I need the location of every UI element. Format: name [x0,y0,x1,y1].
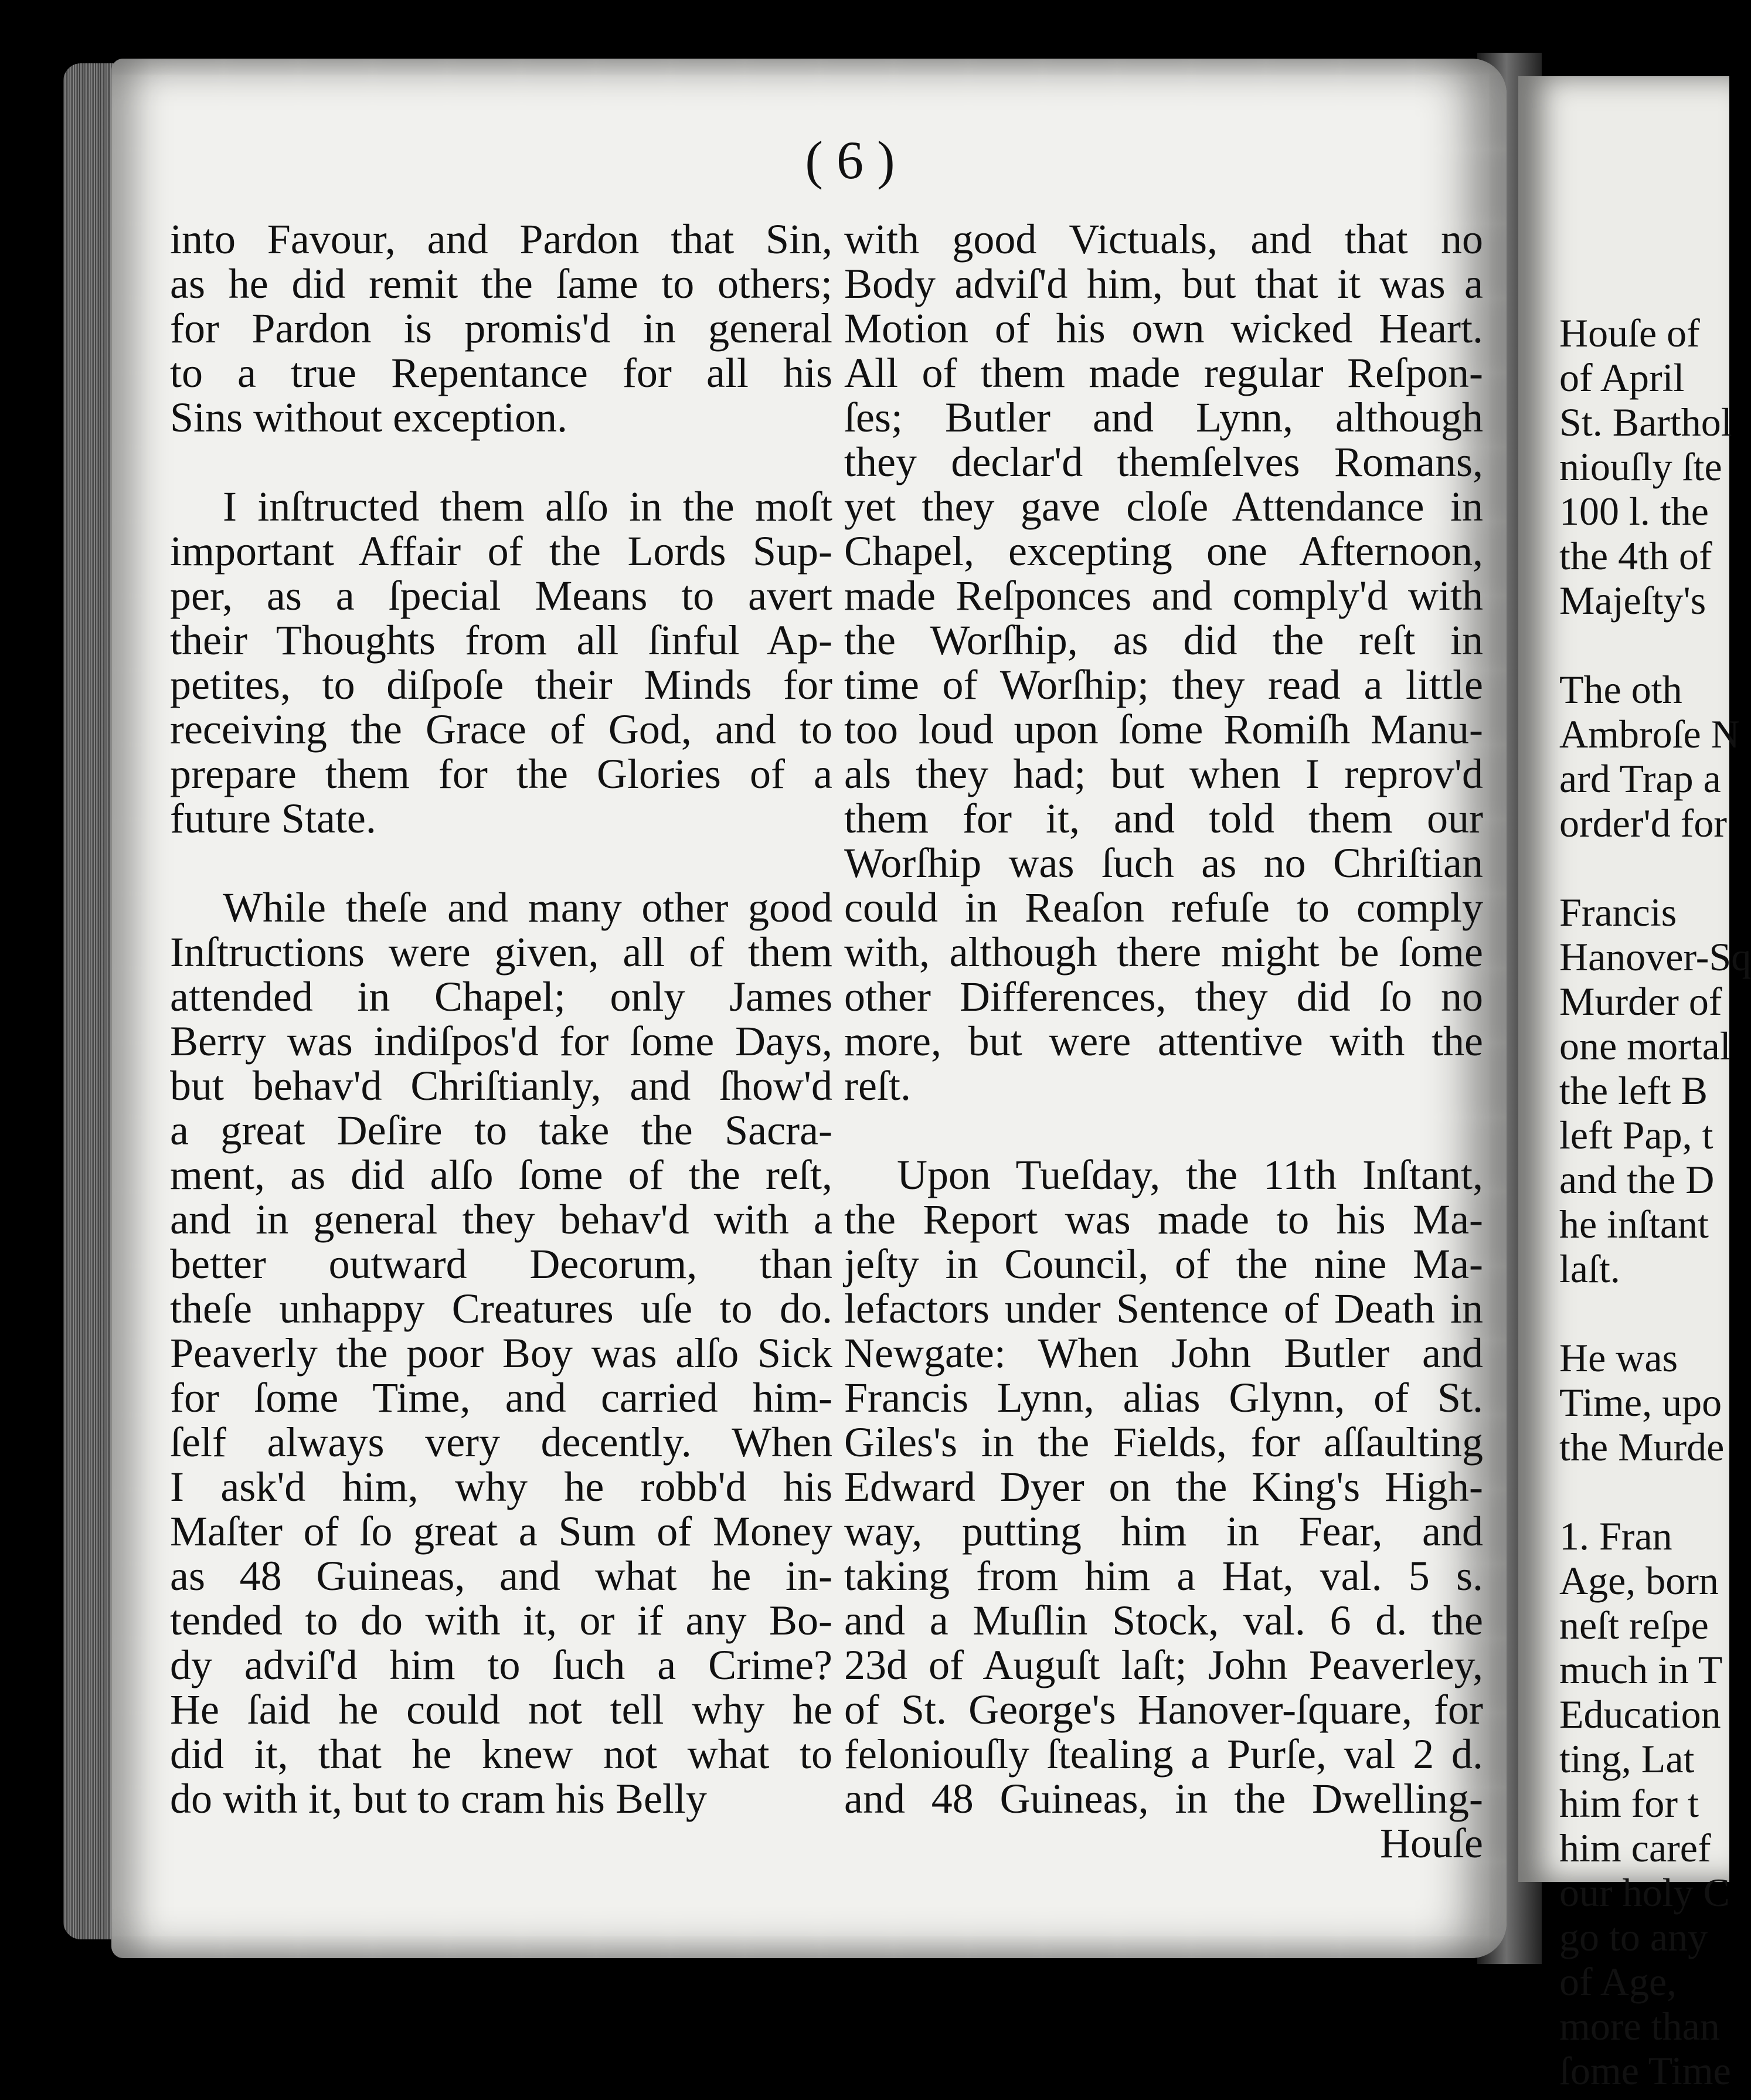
text-line: him caref [1559,1826,1711,1870]
text-line: Newgate: When John Butler and [844,1330,1483,1377]
text-line: important Affair of the Lords Sup- [170,528,832,575]
text-line: prepare them for the Glories of a [170,750,832,797]
text-line: ſes; Butler and Lynn, although [844,394,1483,441]
text-line: the Worſhip, as did the reſt in [844,617,1483,664]
text-line: more, but were attentive with the [844,1018,1483,1065]
text-line: Francis Lynn, alias Glynn, of St. [844,1374,1483,1421]
text-line: more than [1559,2004,1720,2048]
text-line: too loud upon ſome Romiſh Manu- [844,706,1483,753]
page-edges [63,63,116,1939]
text-line: The oth [1559,667,1682,712]
text-line: He ſaid he could not tell why he [170,1686,832,1733]
text-line: and 48 Guineas, in the Dwelling- [844,1775,1483,1822]
text-line: 1. Fran [1559,1514,1672,1558]
text-line: go to any [1559,1915,1708,1959]
text-line: reſt. [844,1062,911,1109]
paragraph [844,217,1483,1108]
text-line: they declar'd themſelves Romans, [844,439,1483,485]
text-line: lefactors under Sentence of Death in [844,1285,1483,1332]
text-line: the left B [1559,1068,1708,1113]
text-line: Francis [1559,890,1677,935]
text-line: could in Reaſon refuſe to comply [844,884,1483,931]
text-line: much in T [1559,1647,1723,1692]
next-page-column [1559,311,1751,2093]
text-line: with, although there might be ſome [844,929,1483,976]
text-line: per, as a ſpecial Means to avert [170,572,832,619]
text-line: Time, upo [1559,1380,1722,1425]
text-line: als they had; but when I reprov'd [844,750,1483,797]
text-line: ting, Lat [1559,1737,1695,1781]
text-line: ſome Time [1559,2048,1731,2093]
left-text-column [170,216,832,1822]
text-line: I inſtructed them alſo in the moſt [223,483,832,530]
text-line: other Differences, they did ſo no [844,973,1483,1020]
text-line: niouſly ſte [1559,444,1722,489]
text-line: receiving the Grace of God, and to [170,706,832,753]
text-line: Maſter of ſo great a Sum of Money [170,1508,832,1555]
text-line: He was [1559,1336,1678,1380]
text-line: left Pap, t [1559,1113,1713,1157]
text-line: and the D [1559,1157,1715,1202]
text-line: ard Trap a [1559,756,1721,801]
text-line: of April [1559,355,1685,400]
text-line: as 48 Guineas, and what he in- [170,1552,832,1599]
text-line: petites, to diſpoſe their Minds for [170,661,832,708]
text-line: ſelf always very decently. When [170,1419,832,1466]
text-line: taking from him a Hat, val. 5 s. [844,1552,1483,1599]
text-line: one mortal [1559,1024,1731,1068]
text-line: the 4th of [1559,534,1712,578]
text-line: Peaverly the poor Boy was alſo Sick [170,1330,832,1377]
text-line: Body adviſ'd him, but that it was a [844,260,1483,307]
text-line: but behav'd Chriſtianly, and ſhow'd [170,1062,832,1109]
text-line: Sins without exception. [170,394,567,441]
text-line: better outward Decorum, than [170,1241,832,1287]
paragraph [1559,1336,1735,1469]
text-line: them for it, and told them our [844,795,1483,842]
text-line: ment, as did alſo ſome of the reſt, [170,1151,832,1198]
text-line: for ſome Time, and carried him- [170,1374,832,1421]
paragraph [1559,311,1735,623]
text-line: feloniouſly ſtealing a Purſe, val 2 d. [844,1731,1483,1778]
text-line: 23d of Auguſt laſt; John Peaverley, [844,1642,1483,1688]
text-line: do with it, but to cram his Belly [170,1775,707,1822]
text-line: Education [1559,1692,1721,1737]
right-text-column [844,216,1483,1867]
text-line: 100 l. the [1559,489,1709,534]
paragraph [170,484,832,841]
text-line: attended in Chapel; only James [170,973,832,1020]
text-line: dy adviſ'd him to ſuch a Crime? [170,1642,832,1688]
text-line: the Murde [1559,1425,1725,1469]
text-line: Inſtructions were given, all of them [170,929,832,976]
text-line: way, putting him in Fear, and [844,1508,1483,1555]
text-line: Murder of [1559,979,1722,1024]
text-line: Upon Tueſday, the 11th Inſtant, [897,1151,1483,1198]
text-line: Ambroſe N [1559,712,1740,756]
text-line: of Age, [1559,1959,1677,2004]
text-line: Berry was indiſpos'd for ſome Days, [170,1018,832,1065]
text-line: him for t [1559,1781,1699,1826]
text-line: and a Muſlin Stock, val. 6 d. the [844,1597,1483,1644]
next-page [1518,76,1751,2093]
paragraph [1559,890,1751,1291]
text-line: did it, that he knew not what to [170,1731,832,1778]
text-line: Worſhip was ſuch as no Chriſtian [844,840,1483,886]
text-line: laſt. [1559,1246,1620,1291]
text-line: Chapel, excepting one Afternoon, [844,528,1483,575]
text-line: Age, born [1559,1558,1719,1603]
paragraph [1559,1514,1735,2093]
paragraph [170,217,832,440]
text-line: jeſty in Council, of the nine Ma- [844,1241,1483,1287]
text-line: theſe unhappy Creatures uſe to do. [170,1285,832,1332]
text-line: order'd for [1559,801,1728,845]
text-line: tended to do with it, or if any Bo- [170,1597,832,1644]
text-line: to a true Repentance for all his [170,349,832,396]
text-line: as he did remit the ſame to others; [170,260,832,307]
text-line: time of Worſhip; they read a little [844,661,1483,708]
text-line: Houſe of [1559,311,1700,355]
paragraph [844,1153,1483,1865]
text-line: Majeſty's [1559,578,1706,623]
text-line: Edward Dyer on the King's High- [844,1463,1483,1510]
text-line: I ask'd him, why he robb'd his [170,1463,832,1510]
text-line: All of them made regular Reſpon- [844,349,1483,396]
text-line: yet they gave cloſe Attendance in [844,483,1483,530]
text-line: a great Deſire to take the Sacra- [170,1107,832,1154]
text-line: St. Barthol [1559,400,1732,444]
text-line: into Favour, and Pardon that Sin, [170,216,832,263]
text-line: with good Victuals, and that no [844,216,1483,263]
catchword: Houſe [1380,1820,1483,1867]
text-line: and in general they behav'd with a [170,1196,832,1243]
text-line: our holy C [1559,1870,1730,1915]
paragraph [170,885,832,1821]
text-line: he inſtant [1559,1202,1709,1246]
page-number: ( 6 ) [805,130,895,190]
text-line: While theſe and many other good [223,884,832,931]
paragraph [1559,667,1740,845]
text-line: Motion of his own wicked Heart. [844,305,1483,352]
text-line: for Pardon is promis'd in general [170,305,832,352]
text-line: Hanover-Sq [1559,935,1751,979]
text-line: future State. [170,795,376,842]
text-line: neſt reſpe [1559,1603,1709,1647]
text-line: the Report was made to his Ma- [844,1196,1483,1243]
text-line: their Thoughts from all ſinful Ap- [170,617,832,664]
text-line: of St. George's Hanover-ſquare, for [844,1686,1483,1733]
text-line: Giles's in the Fields, for aſſaulting [844,1419,1483,1466]
text-line: made Reſponces and comply'd with [844,572,1483,619]
